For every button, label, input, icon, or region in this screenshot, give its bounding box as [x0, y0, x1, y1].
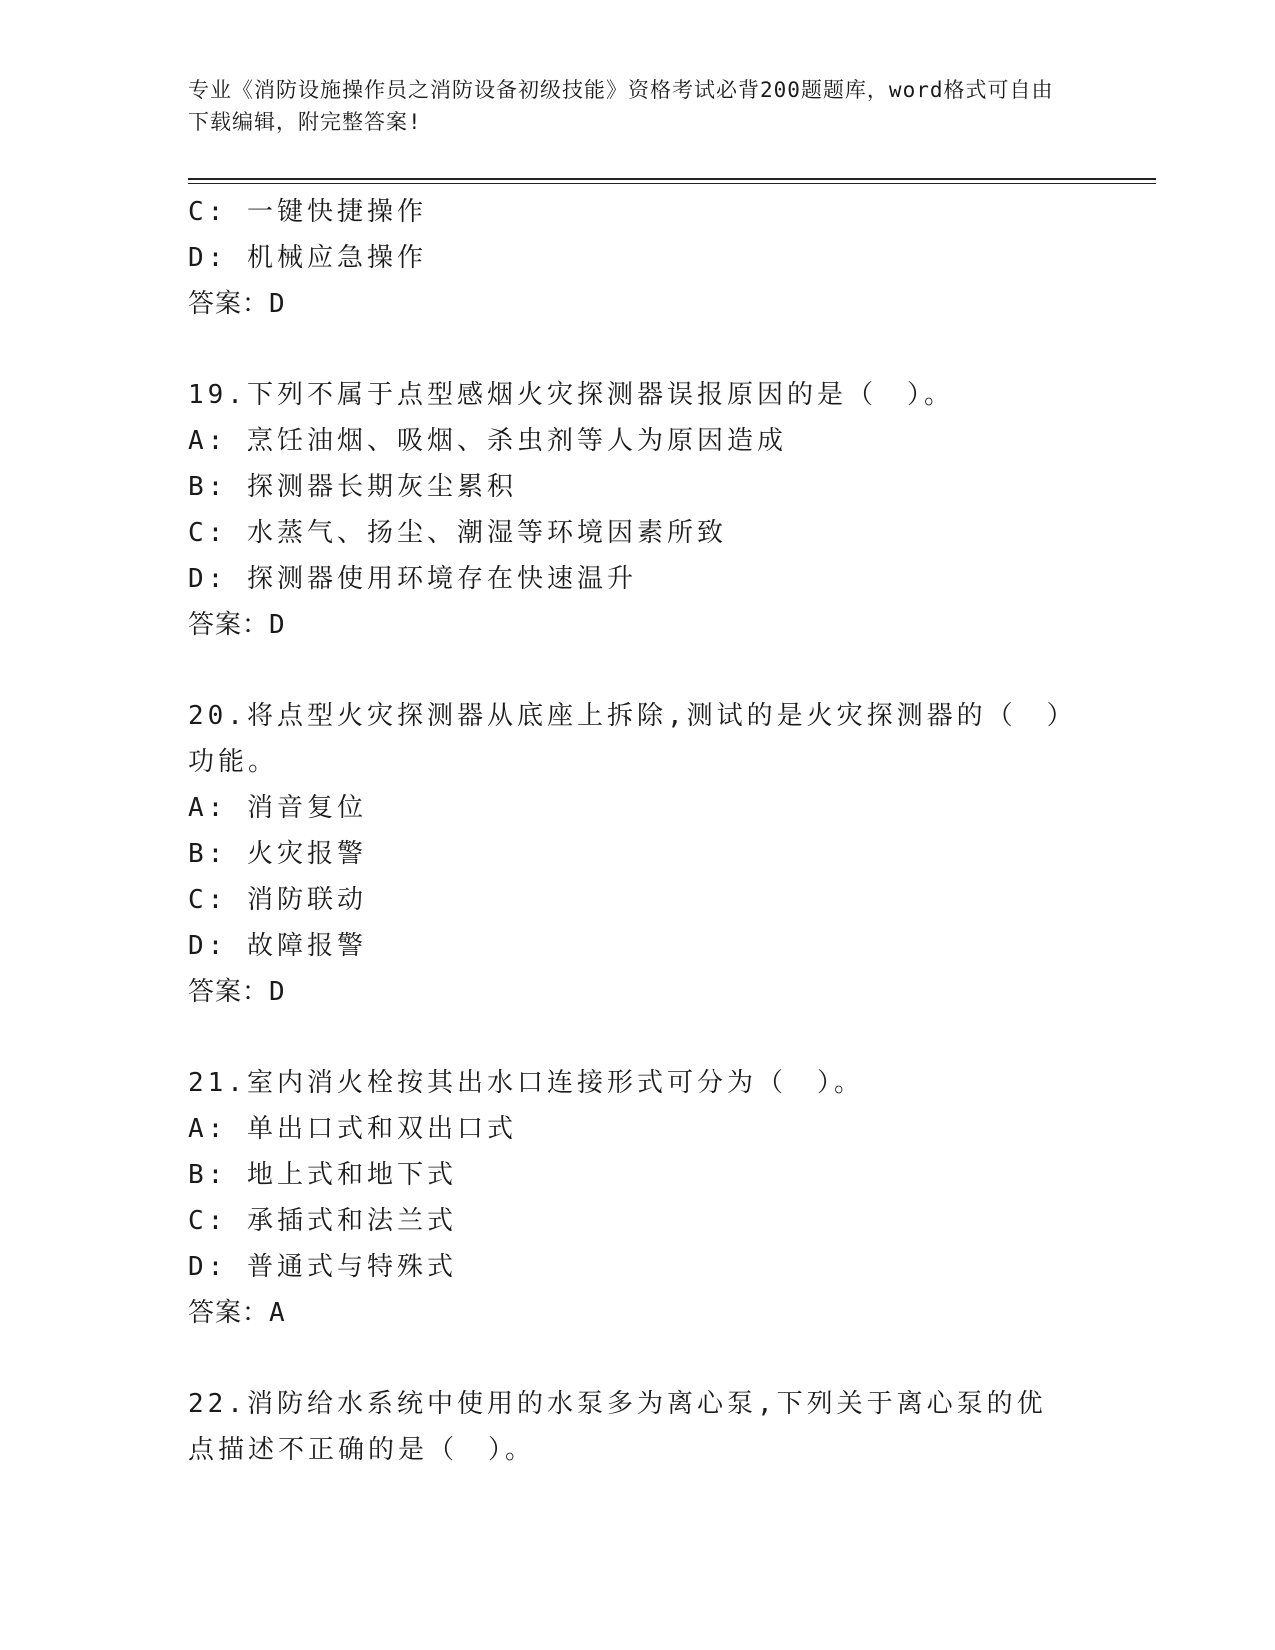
question-19 [188, 372, 1068, 648]
answer: 答案：D [188, 610, 286, 640]
question-20 [188, 693, 1068, 1015]
question-text: 20.将点型火灾探测器从底座上拆除,测试的是火灾探测器的（ ）功能。 [188, 701, 1064, 777]
option-d: D: 机械应急操作 [188, 243, 427, 273]
document-content [188, 189, 1068, 1473]
option-d: D: 探测器使用环境存在快速温升 [188, 564, 637, 594]
option-c: C: 一键快捷操作 [188, 197, 427, 227]
option-d: D: 普通式与特殊式 [188, 1252, 457, 1282]
header-rule-thin [188, 183, 1156, 184]
spacer [188, 648, 1068, 693]
option-a: A: 单出口式和双出口式 [188, 1114, 517, 1144]
option-c: C: 水蒸气、扬尘、潮湿等环境因素所致 [188, 518, 727, 548]
answer: 答案：D [188, 289, 286, 319]
question-text: 19.下列不属于点型感烟火灾探测器误报原因的是（ ）。 [188, 380, 954, 410]
header-rule-thick [188, 178, 1156, 180]
option-a: A: 烹饪油烟、吸烟、杀虫剂等人为原因造成 [188, 426, 787, 456]
spacer [188, 327, 1068, 372]
option-c: C: 消防联动 [188, 885, 367, 915]
option-c: C: 承插式和法兰式 [188, 1206, 457, 1236]
spacer [188, 1015, 1068, 1060]
option-a: A: 消音复位 [188, 793, 367, 823]
spacer [188, 1336, 1068, 1381]
question-21 [188, 1060, 1068, 1336]
option-b: B: 火灾报警 [188, 839, 367, 869]
question-text: 22.消防给水系统中使用的水泵多为离心泵,下列关于离心泵的优点描述不正确的是（ ）。 [188, 1389, 1047, 1465]
document-header: 专业《消防设施操作员之消防设备初级技能》资格考试必背200题题库，word格式可自由下载编辑，附完整答案! [188, 78, 1054, 134]
answer: 答案：A [188, 1298, 286, 1328]
option-d: D: 故障报警 [188, 931, 367, 961]
question-text: 21.室内消火栓按其出水口连接形式可分为（ ）。 [188, 1068, 864, 1098]
option-b: B: 探测器长期灰尘累积 [188, 472, 517, 502]
question-22 [188, 1381, 1068, 1473]
answer: 答案：D [188, 977, 286, 1007]
option-b: B: 地上式和地下式 [188, 1160, 457, 1190]
previous-question-tail [188, 189, 1068, 327]
